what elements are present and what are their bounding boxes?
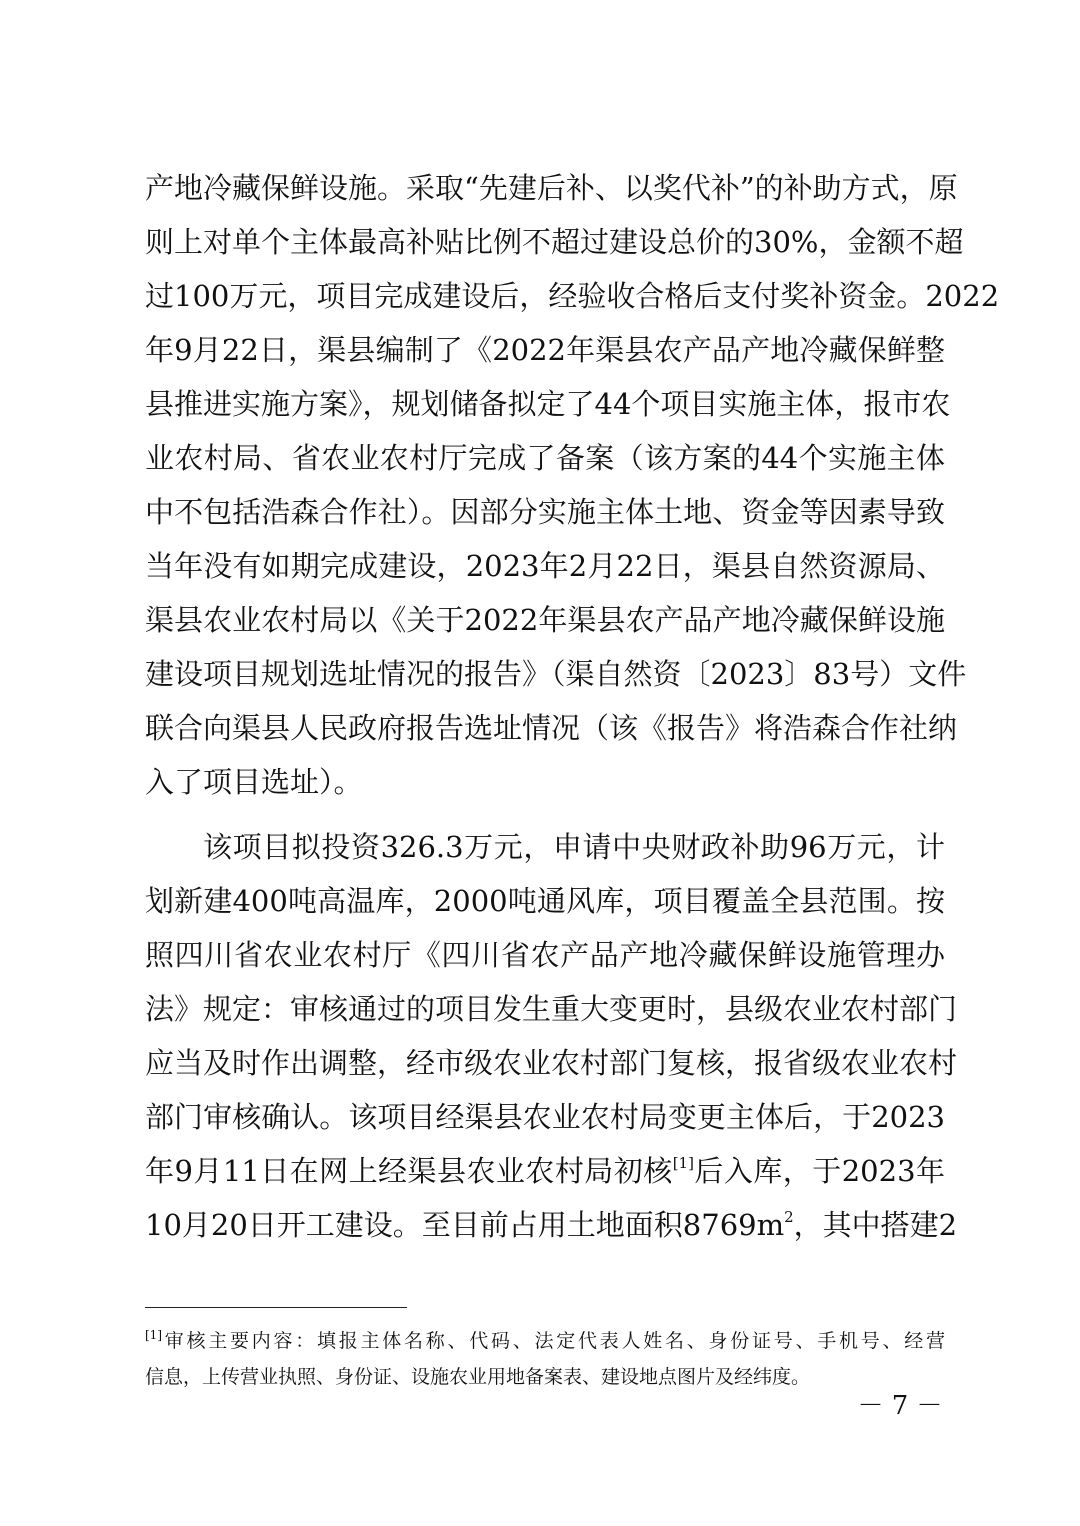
body-line-19 [145, 1144, 945, 1198]
body-line-10: 建设项目规划选址情况的报告》（渠自然资〔2023〕83号）文件 [145, 657, 967, 691]
body-line-11: 联合向渠县人民政府报告选址情况（该《报告》将浩森合作社纳 [145, 711, 958, 745]
footnote-reference[interactable]: [1] [672, 1154, 694, 1173]
footnote-text-1: 审核主要内容：填报主体名称、代码、法定代表人姓名、身份证号、手机号、经营 [162, 1330, 945, 1352]
body-line-19-part-2: 后入库，于2023年 [693, 1154, 945, 1188]
body-line-13: 该项目拟投资326.3万元，申请中央财政补助96万元，计 [203, 830, 945, 864]
page-number: － 7 － [857, 1391, 943, 1421]
body-line-18: 部门审核确认。该项目经渠县农业农村局变更主体后，于2023 [145, 1100, 945, 1134]
body-line-6: 业农村局、省农业农村厅完成了备案（该方案的44个实施主体 [145, 441, 945, 475]
body-line-15: 照四川省农业农村厅《四川省农产品产地冷藏保鲜设施管理办 [145, 938, 945, 972]
body-line-4: 年9月22日，渠县编制了《2022年渠县农产品产地冷藏保鲜整 [145, 333, 945, 367]
body-line-20 [145, 1198, 958, 1252]
body-line-9: 渠县农业农村局以《关于2022年渠县农产品产地冷藏保鲜设施 [145, 603, 945, 637]
body-line-19-part-1: 年9月11日在网上经渠县农业农村局初核 [145, 1154, 673, 1188]
footnote-line-1 [145, 1324, 945, 1358]
superscript-square: 2 [784, 1208, 794, 1227]
body-line-12: 入了项目选址）。 [145, 765, 363, 799]
body-line-2: 则上对单个主体最高补贴比例不超过建设总价的30%，金额不超 [145, 225, 964, 259]
footnote-divider [145, 1307, 407, 1308]
body-line-8: 当年没有如期完成建设，2023年2月22日，渠县自然资源局、 [145, 549, 945, 583]
body-line-3: 过100万元，项目完成建设后，经验收合格后支付奖补资金。2022 [145, 279, 1000, 313]
footnote-marker: [1] [145, 1327, 162, 1342]
body-line-14: 划新建400吨高温库，2000吨通风库，项目覆盖全县范围。按 [145, 884, 945, 918]
body-line-20-part-2: ，其中搭建2 [793, 1208, 958, 1242]
body-line-17: 应当及时作出调整，经市级农业农村部门复核，报省级农业农村 [145, 1046, 958, 1080]
body-line-1: 产地冷藏保鲜设施。采取“先建后补、以奖代补”的补助方式，原 [145, 171, 958, 205]
body-line-5: 县推进实施方案》，规划储备拟定了44个项目实施主体，报市农 [145, 387, 951, 421]
body-line-16: 法》规定：审核通过的项目发生重大变更时，县级农业农村部门 [145, 992, 958, 1026]
body-line-20-part-1: 10月20日开工建设。至目前占用土地面积8769m [145, 1208, 785, 1242]
body-line-7: 中不包括浩森合作社）。因部分实施主体土地、资金等因素导致 [145, 495, 945, 529]
footnote-line-2: 信息，上传营业执照、身份证、设施农业用地备案表、建设地点图片及经纬度。 [145, 1366, 811, 1388]
